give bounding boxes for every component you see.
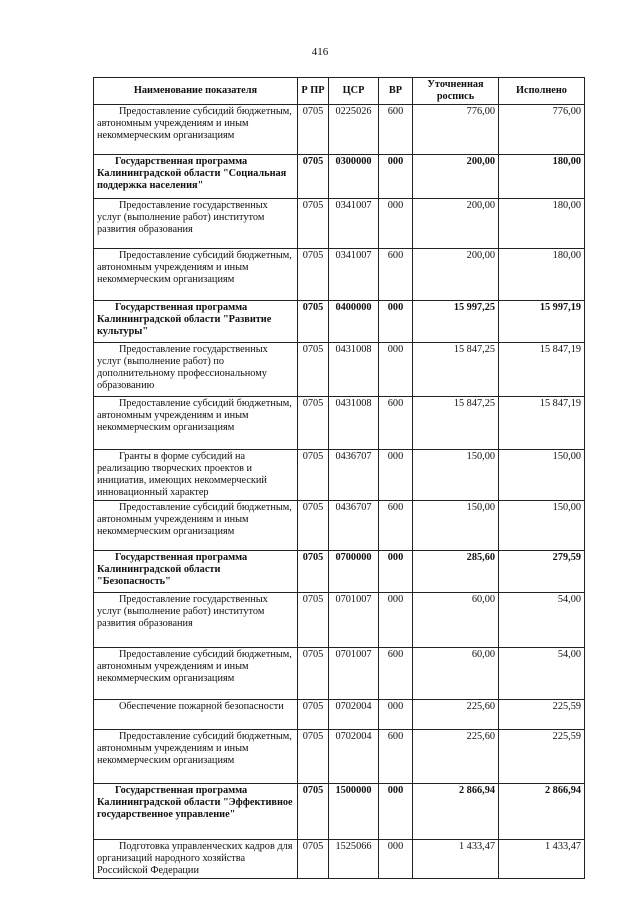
- table-row: [94, 397, 585, 450]
- table-row: [94, 593, 585, 648]
- row-rpr-cell: 0705: [298, 199, 329, 249]
- row-planned-cell: 15 997,25: [413, 301, 499, 343]
- row-name-cell: Обеспечение пожарной безопасности: [94, 700, 298, 730]
- row-csr-cell: 0341007: [329, 199, 379, 249]
- row-name-cell: Предоставление государственных услуг (выполнение работ) институтом развития образования: [94, 593, 298, 648]
- row-name-cell: Государственная программа Калининградской области "Безопасность": [94, 551, 298, 593]
- row-csr-cell: 0431008: [329, 343, 379, 397]
- row-planned-cell: 225,60: [413, 700, 499, 730]
- row-vr-cell: 000: [379, 343, 413, 397]
- row-csr-cell: 0225026: [329, 105, 379, 155]
- row-csr-cell: 0701007: [329, 648, 379, 700]
- row-csr-cell: 0436707: [329, 501, 379, 551]
- row-name-cell: Предоставление субсидий бюджетным, автономным учреждениям и иным некоммерческим организациям: [94, 648, 298, 700]
- row-planned-cell: 200,00: [413, 199, 499, 249]
- table-row: [94, 501, 585, 551]
- row-csr-cell: 0701007: [329, 593, 379, 648]
- row-executed-cell: 150,00: [499, 501, 585, 551]
- row-rpr-cell: 0705: [298, 593, 329, 648]
- row-csr-cell: 1525066: [329, 840, 379, 879]
- row-planned-cell: 15 847,25: [413, 397, 499, 450]
- row-rpr-cell: 0705: [298, 105, 329, 155]
- row-name-cell: Предоставление субсидий бюджетным, автономным учреждениям и иным некоммерческим организациям: [94, 730, 298, 784]
- row-planned-cell: 285,60: [413, 551, 499, 593]
- row-executed-cell: 1 433,47: [499, 840, 585, 879]
- row-rpr-cell: 0705: [298, 551, 329, 593]
- table-row: [94, 730, 585, 784]
- row-name-cell: Предоставление субсидий бюджетным, автономным учреждениям и иным некоммерческим организациям: [94, 249, 298, 301]
- header-executed: Исполнено: [499, 78, 585, 105]
- row-executed-cell: 2 866,94: [499, 784, 585, 840]
- row-planned-cell: 60,00: [413, 593, 499, 648]
- row-rpr-cell: 0705: [298, 155, 329, 199]
- row-rpr-cell: 0705: [298, 840, 329, 879]
- row-name-cell: Государственная программа Калининградской области "Развитие культуры": [94, 301, 298, 343]
- row-planned-cell: 2 866,94: [413, 784, 499, 840]
- row-planned-cell: 225,60: [413, 730, 499, 784]
- row-vr-cell: 000: [379, 199, 413, 249]
- row-csr-cell: 0300000: [329, 155, 379, 199]
- row-rpr-cell: 0705: [298, 301, 329, 343]
- row-vr-cell: 000: [379, 784, 413, 840]
- row-name-cell: Предоставление субсидий бюджетным, автономным учреждениям и иным некоммерческим организациям: [94, 397, 298, 450]
- row-vr-cell: 000: [379, 155, 413, 199]
- row-vr-cell: 600: [379, 105, 413, 155]
- row-planned-cell: 776,00: [413, 105, 499, 155]
- table-row: [94, 784, 585, 840]
- row-planned-cell: 150,00: [413, 450, 499, 501]
- row-csr-cell: 1500000: [329, 784, 379, 840]
- header-planned: Уточненная роспись: [413, 78, 499, 105]
- row-planned-cell: 150,00: [413, 501, 499, 551]
- row-executed-cell: 180,00: [499, 249, 585, 301]
- row-csr-cell: 0400000: [329, 301, 379, 343]
- table-row: [94, 301, 585, 343]
- row-rpr-cell: 0705: [298, 450, 329, 501]
- header-indicator-name: Наименование показателя: [94, 78, 298, 105]
- table-row: [94, 840, 585, 879]
- table-row: [94, 450, 585, 501]
- row-executed-cell: 225,59: [499, 700, 585, 730]
- row-executed-cell: 225,59: [499, 730, 585, 784]
- row-rpr-cell: 0705: [298, 249, 329, 301]
- row-executed-cell: 180,00: [499, 155, 585, 199]
- header-vr: ВР: [379, 78, 413, 105]
- table-row: [94, 700, 585, 730]
- row-vr-cell: 000: [379, 551, 413, 593]
- row-vr-cell: 000: [379, 450, 413, 501]
- row-name-cell: Предоставление государственных услуг (выполнение работ) институтом развития образования: [94, 199, 298, 249]
- row-executed-cell: 15 997,19: [499, 301, 585, 343]
- row-vr-cell: 000: [379, 593, 413, 648]
- row-csr-cell: 0702004: [329, 730, 379, 784]
- row-name-cell: Гранты в форме субсидий на реализацию творческих проектов и инициатив, имеющих некоммерческий инновационный характер: [94, 450, 298, 501]
- row-name-cell: Предоставление государственных услуг (выполнение работ) по дополнительному профессиональному образованию: [94, 343, 298, 397]
- row-executed-cell: 15 847,19: [499, 397, 585, 450]
- row-planned-cell: 15 847,25: [413, 343, 499, 397]
- header-csr: ЦСР: [329, 78, 379, 105]
- row-vr-cell: 600: [379, 249, 413, 301]
- row-rpr-cell: 0705: [298, 343, 329, 397]
- row-name-cell: Предоставление субсидий бюджетным, автономным учреждениям и иным некоммерческим организациям: [94, 501, 298, 551]
- row-rpr-cell: 0705: [298, 648, 329, 700]
- row-executed-cell: 54,00: [499, 593, 585, 648]
- row-csr-cell: 0700000: [329, 551, 379, 593]
- row-planned-cell: 200,00: [413, 155, 499, 199]
- row-planned-cell: 60,00: [413, 648, 499, 700]
- table-row: [94, 648, 585, 700]
- header-rpr: Р ПР: [298, 78, 329, 105]
- row-vr-cell: 600: [379, 730, 413, 784]
- row-planned-cell: 200,00: [413, 249, 499, 301]
- table-row: [94, 105, 585, 155]
- row-vr-cell: 000: [379, 301, 413, 343]
- row-rpr-cell: 0705: [298, 501, 329, 551]
- table-row: [94, 343, 585, 397]
- row-rpr-cell: 0705: [298, 784, 329, 840]
- row-name-cell: Государственная программа Калининградской области "Эффективное государственное управление": [94, 784, 298, 840]
- row-vr-cell: 600: [379, 501, 413, 551]
- row-executed-cell: 150,00: [499, 450, 585, 501]
- table-body: [94, 105, 585, 879]
- row-planned-cell: 1 433,47: [413, 840, 499, 879]
- row-csr-cell: 0341007: [329, 249, 379, 301]
- row-name-cell: Предоставление субсидий бюджетным, автономным учреждениям и иным некоммерческим организациям: [94, 105, 298, 155]
- row-executed-cell: 180,00: [499, 199, 585, 249]
- row-vr-cell: 000: [379, 700, 413, 730]
- row-vr-cell: 600: [379, 648, 413, 700]
- row-csr-cell: 0431008: [329, 397, 379, 450]
- budget-table: [93, 77, 585, 879]
- table-row: [94, 199, 585, 249]
- table-row: [94, 551, 585, 593]
- table-row: [94, 155, 585, 199]
- row-executed-cell: 54,00: [499, 648, 585, 700]
- row-rpr-cell: 0705: [298, 730, 329, 784]
- page-number: 416: [311, 46, 329, 58]
- table-header-row: [94, 78, 585, 105]
- row-rpr-cell: 0705: [298, 397, 329, 450]
- table-row: [94, 249, 585, 301]
- row-executed-cell: 776,00: [499, 105, 585, 155]
- row-csr-cell: 0702004: [329, 700, 379, 730]
- row-rpr-cell: 0705: [298, 700, 329, 730]
- row-executed-cell: 15 847,19: [499, 343, 585, 397]
- row-name-cell: Государственная программа Калининградской области "Социальная поддержка населения": [94, 155, 298, 199]
- row-csr-cell: 0436707: [329, 450, 379, 501]
- row-vr-cell: 600: [379, 397, 413, 450]
- row-vr-cell: 000: [379, 840, 413, 879]
- row-executed-cell: 279,59: [499, 551, 585, 593]
- row-name-cell: Подготовка управленческих кадров для организаций народного хозяйства Российской Федерации: [94, 840, 298, 879]
